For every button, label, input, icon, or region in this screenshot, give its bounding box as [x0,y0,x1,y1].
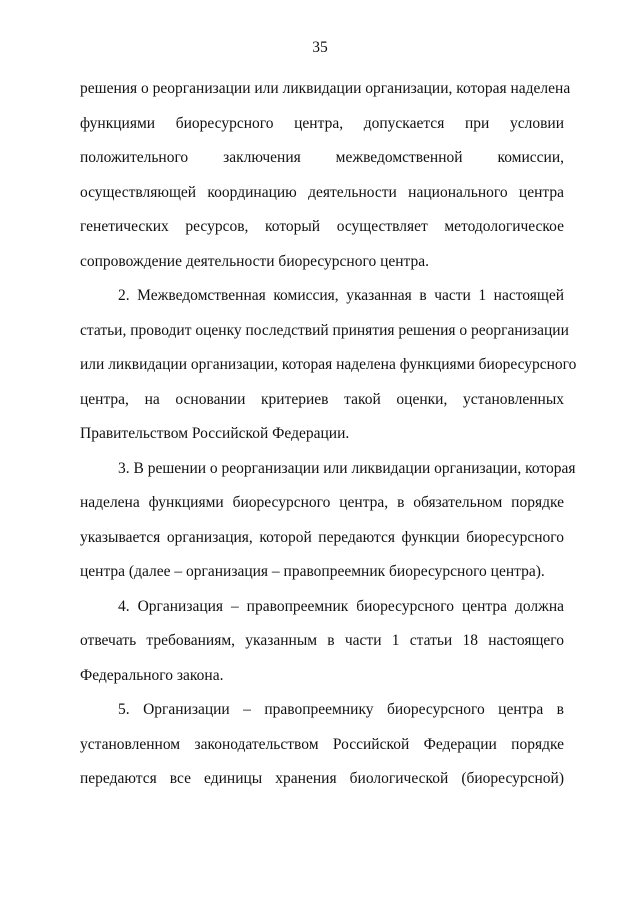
text-line: генетических ресурсов, который осуществляет методологическое [80,218,564,235]
text-line: положительного заключения межведомственной комиссии, [80,149,564,166]
text-line: сопровождение деятельности биоресурсного центра. [80,252,430,270]
text-line: центра, на основании критериев такой оценки, установленных [80,390,564,408]
text-line: 3. В решении о реорганизации или ликвидации организации, которая [118,459,576,477]
text-line: решения о реорганизации или ликвидации организации, которая наделена [80,80,571,97]
text-line: центра (далее – организация – правопреемник биоресурсного центра). [80,563,545,580]
paragraph-4 [80,590,564,694]
text-line: 5. Организации – правопреемнику биоресурсного центра в [118,701,564,718]
text-line: установленном законодательством Российской Федерации порядке [80,735,564,753]
text-line: 4. Организация – правопреемник биоресурсного центра должна [118,597,564,615]
text-line: статьи, проводит оценку последствий принятия решения о реорганизации [80,321,569,339]
text-line: передаются все единицы хранения биологической (биоресурсной) [80,770,564,787]
text-line: указывается организация, которой передаются функции биоресурсного [80,528,564,546]
paragraph-2 [80,279,577,452]
page-number: 35 [312,39,328,56]
paragraph-3 [80,452,576,590]
text-line: осуществляющей координацию деятельности национального центра [80,183,564,201]
text-line: отвечать требованиям, указанным в части 1 статьи 18 настоящего [80,632,564,649]
text-line: или ликвидации организации, которая наделена функциями биоресурсного [80,356,577,373]
text-line: наделена функциями биоресурсного центра, в обязательном порядке [80,494,564,511]
text-line: Правительством Российской Федерации. [80,425,350,442]
paragraph-continuation [80,72,571,279]
text-line: Федерального закона. [80,666,224,684]
text-line: функциями биоресурсного центра, допускается при условии [80,114,564,132]
document-body [80,72,577,797]
text-line: 2. Межведомственная комиссия, указанная в части 1 настоящей [118,287,564,304]
paragraph-5 [80,693,564,797]
